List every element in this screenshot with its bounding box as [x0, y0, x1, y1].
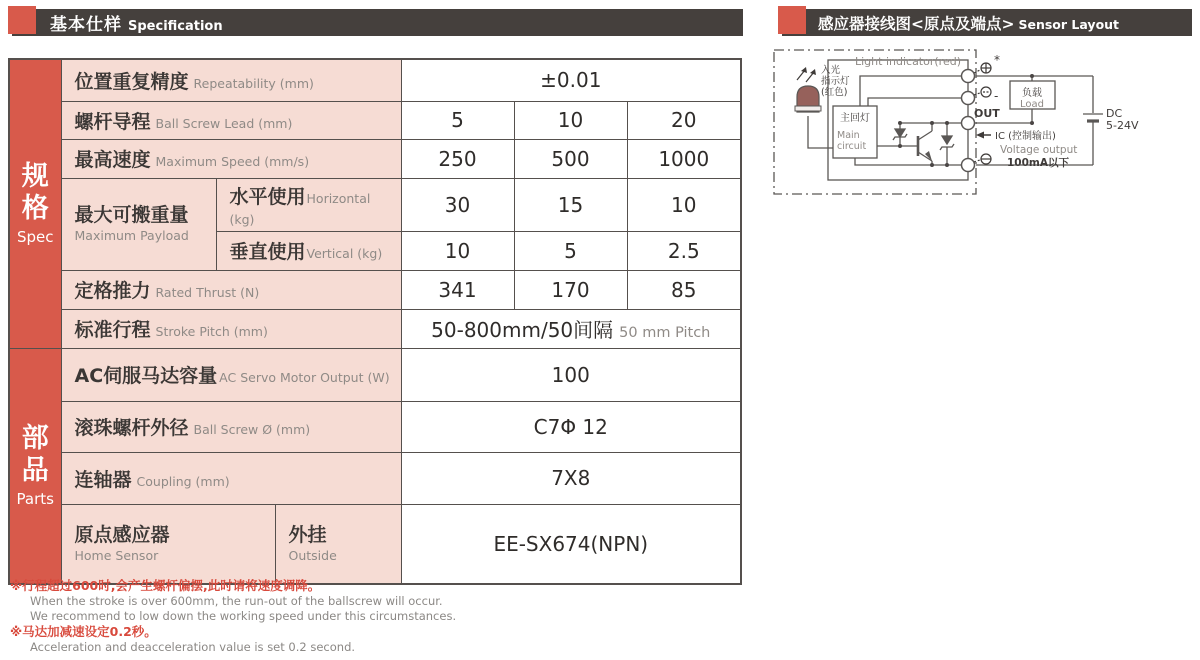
row-label-cell	[61, 59, 401, 101]
load-label-en: Load	[1020, 99, 1044, 110]
row-label-en: Maximum Speed (mm/s)	[155, 154, 310, 169]
footnotes	[10, 577, 650, 655]
ic-arrow-icon	[976, 132, 991, 139]
sensor-header-title-zh: 感应器接线图<原点及端点>	[818, 14, 1015, 33]
main-circuit-label-en2: circuit	[837, 141, 867, 152]
spec-header-accent-square	[8, 6, 36, 34]
footnote-en: Acceleration and deacceleration value is set 0.2 second.	[30, 640, 356, 654]
spec-row-stroke-pitch	[9, 309, 741, 348]
row-value-cell: EE-SX674(NPN)	[401, 504, 741, 584]
row-sublabel-cell	[275, 504, 401, 584]
minus-mark: -	[994, 89, 999, 103]
row-label-en: Rated Thrust (N)	[155, 285, 260, 300]
spec-header-title-en: Specification	[128, 19, 223, 34]
sensor-header-bar	[782, 9, 1192, 36]
sensor-header-title	[782, 12, 1119, 34]
light-ray-arrows-icon	[797, 67, 816, 82]
row-label-zh: 最高速度	[74, 149, 151, 171]
row-label-zh: 最大可搬重量	[74, 204, 189, 227]
asterisk-mark: *	[994, 53, 1000, 67]
section-label-zh: 部品	[21, 423, 49, 487]
row-label-cell	[61, 348, 401, 401]
spec-header-bar	[12, 9, 743, 36]
row-label-zh: AC伺服马达容量	[74, 365, 218, 387]
row-value-sub: 50 mm Pitch	[619, 325, 711, 341]
light-indicator-label: Light indicator(red)	[855, 55, 961, 68]
footnote-en: When the stroke is over 600mm, the run-out of the ballscrew will occur.	[30, 594, 443, 608]
row-label-zh: 螺杆导程	[74, 110, 151, 133]
row-value-cell: 500	[514, 139, 627, 178]
spec-row-servo-output	[9, 348, 741, 401]
light-label-zh-1: 入光	[821, 65, 841, 76]
section-label-en: Spec	[16, 228, 54, 247]
footnote-zh: ※马达加减速设定0.2秒。	[10, 624, 157, 639]
row-label-zh: 原点感应器	[74, 524, 170, 547]
led-indicator-icon	[795, 86, 821, 112]
row-value-cell: 15	[514, 178, 627, 231]
current-limit-label: 100mA以下	[1007, 157, 1069, 169]
row-label-en: AC Servo Motor Output (W)	[219, 370, 390, 385]
row-label-zh: 滚珠螺杆外径	[74, 417, 189, 439]
row-sublabel-en: Horizontal (kg)	[229, 190, 371, 227]
spec-header-title	[12, 10, 223, 35]
row-label-zh: 标准行程	[74, 319, 151, 341]
light-label-zh-3: (红色)	[821, 87, 848, 98]
row-label-cell	[61, 401, 401, 452]
spec-table	[8, 58, 742, 585]
row-label-en: Ball Screw Lead (mm)	[155, 115, 293, 131]
sensor-header-accent-square	[778, 6, 806, 34]
row-label-cell	[61, 504, 275, 584]
sensor-header-title-en: Sensor Layout	[1018, 16, 1120, 32]
row-value-cell	[401, 309, 741, 348]
row-value-cell: 5	[401, 101, 514, 139]
row-sublabel-zh: 外挂	[288, 524, 327, 547]
row-value-cell: 20	[627, 101, 741, 139]
section-label-zh: 规格	[21, 161, 49, 225]
light-label-zh-2: 指示灯	[821, 76, 850, 87]
terminal-plus	[962, 70, 975, 83]
row-sublabel-zh: 水平使用	[229, 185, 306, 208]
spec-header-title-zh: 基本仕样	[50, 15, 122, 35]
row-label-en: Maximum Payload	[74, 228, 189, 244]
out-label: OUT	[974, 107, 1000, 120]
row-label-cell	[61, 309, 401, 348]
main-circuit-label-zh: 主回灯	[840, 113, 870, 124]
row-label-en: Coupling (mm)	[136, 473, 230, 489]
spec-row-ball-screw-lead	[9, 101, 741, 139]
section-cell-parts	[9, 348, 61, 584]
section-cell-spec	[9, 59, 61, 348]
row-value-cell: 1000	[627, 139, 741, 178]
row-value-cell: 5	[514, 231, 627, 270]
row-value-cell: 250	[401, 139, 514, 178]
voltage-output-label: Voltage output	[1000, 144, 1078, 156]
row-label-cell	[61, 139, 401, 178]
main-circuit-label-en1: Main	[837, 130, 860, 141]
dc-range-label: 5-24V	[1106, 119, 1139, 132]
spec-row-rated-thrust	[9, 270, 741, 309]
row-value-cell: 7X8	[401, 452, 741, 504]
spec-row-coupling	[9, 452, 741, 504]
terminal-minus	[962, 159, 975, 172]
row-value-cell: 30	[401, 178, 514, 231]
footnote-zh: ※行程超过600时,会产生螺杆偏摆,此时请将速度调降。	[10, 578, 321, 593]
row-label-cell	[61, 452, 401, 504]
row-value-cell: 10	[514, 101, 627, 139]
row-value-cell: C7Φ 12	[401, 401, 741, 452]
dc-label: DC	[1106, 107, 1123, 120]
row-sublabel-cell	[216, 178, 401, 231]
row-label-en: Stroke Pitch (mm)	[155, 324, 268, 339]
battery-icon	[1083, 114, 1103, 121]
row-value-cell: 10	[627, 178, 741, 231]
row-value-main: 50-800mm/50间隔	[431, 318, 614, 342]
spec-row-max-speed	[9, 139, 741, 178]
row-label-zh: 定格推力	[74, 280, 151, 302]
row-label-en: Ball Screw Ø (mm)	[193, 422, 311, 437]
row-value-cell: ±0.01	[401, 59, 741, 101]
row-sublabel-cell	[216, 231, 401, 270]
sensor-wiring-diagram	[770, 48, 1200, 203]
spec-row-ball-screw-diameter	[9, 401, 741, 452]
spec-row-repeatability	[9, 59, 741, 101]
row-label-cell	[61, 101, 401, 139]
row-label-en: Home Sensor	[74, 547, 159, 563]
row-value-cell: 85	[627, 270, 741, 309]
row-label-zh: 连轴器	[74, 468, 132, 491]
row-value-cell: 100	[401, 348, 741, 401]
terminal-out	[962, 117, 975, 130]
row-sublabel-en: Vertical (kg)	[306, 246, 383, 261]
row-value-cell: 170	[514, 270, 627, 309]
terminal-nc	[962, 92, 975, 105]
footnote-en: We recommend to low down the working speed under this circumstances.	[30, 608, 457, 623]
ic-label: IC (控制输出)	[995, 131, 1056, 142]
row-label-en: Repeatability (mm)	[193, 75, 314, 91]
section-label-en: Parts	[16, 490, 54, 509]
spec-row-payload-horizontal	[9, 178, 741, 231]
row-sublabel-zh: 垂直使用	[229, 241, 306, 263]
spec-row-home-sensor	[9, 504, 741, 584]
row-label-cell	[61, 270, 401, 309]
row-label-zh: 位置重复精度	[74, 70, 189, 93]
row-value-cell: 2.5	[627, 231, 741, 270]
load-label-zh: 负载	[1022, 88, 1042, 99]
row-value-cell: 341	[401, 270, 514, 309]
nc-symbol-icon	[981, 87, 991, 97]
row-label-cell-payload	[61, 178, 216, 270]
row-sublabel-en: Outside	[288, 547, 337, 563]
row-value-cell: 10	[401, 231, 514, 270]
